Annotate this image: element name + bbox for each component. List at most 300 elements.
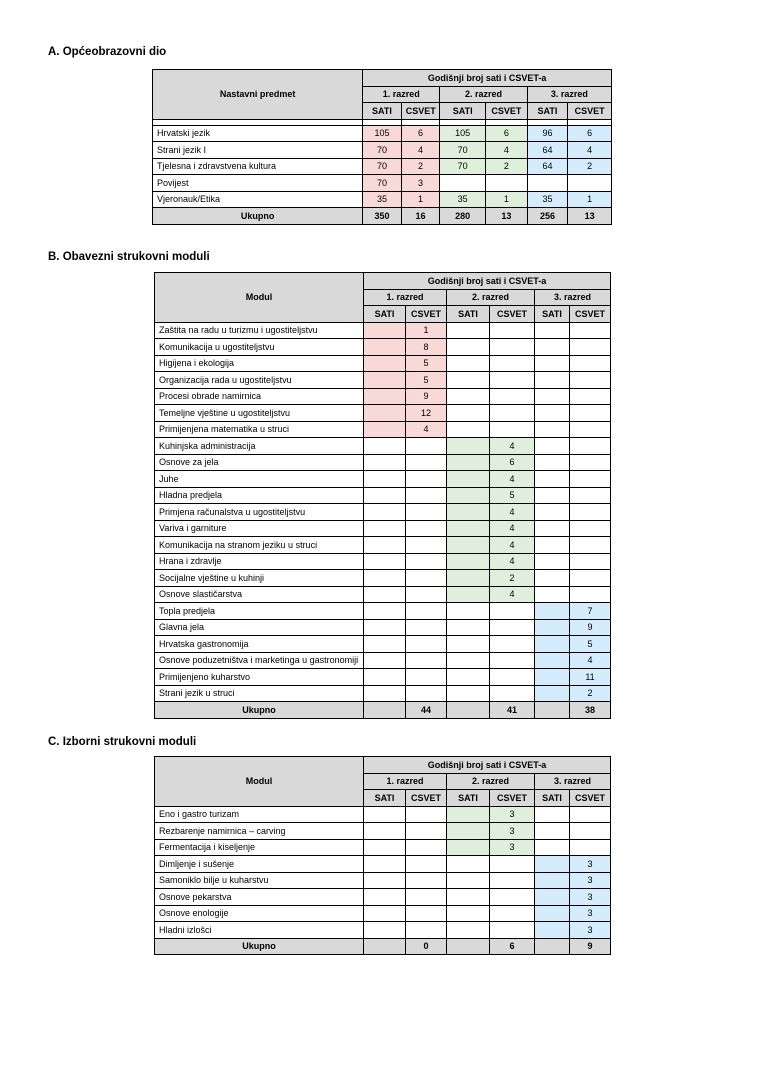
csvet-cell <box>570 322 611 339</box>
module-name: Primijenjeno kuharstvo <box>155 669 364 686</box>
table-row <box>155 685 611 702</box>
csvet-cell <box>406 652 447 669</box>
module-name: Zaštita na radu u turizmu i ugostiteljstvu <box>155 322 364 339</box>
total-cell <box>364 938 406 955</box>
csvet-cell <box>406 636 447 653</box>
csvet-cell <box>490 355 535 372</box>
total-cell <box>364 702 406 719</box>
csvet-cell <box>570 806 611 823</box>
csvet-cell <box>490 856 535 873</box>
module-name: Hrana i zdravlje <box>155 553 364 570</box>
csvet-cell <box>406 856 447 873</box>
module-name: Strani jezik u struci <box>155 685 364 702</box>
header-row <box>155 273 611 290</box>
value-cell: 4 <box>401 142 440 159</box>
csvet-cell: 3 <box>490 839 535 856</box>
value-cell: 64 <box>527 158 568 175</box>
table-row <box>155 471 611 488</box>
total-cell <box>447 938 490 955</box>
module-name: Osnove enologije <box>155 905 364 922</box>
csvet-cell <box>490 652 535 669</box>
year-header: 2. razred <box>440 86 527 103</box>
sati-cell <box>447 872 490 889</box>
csvet-cell <box>406 454 447 471</box>
csvet-cell: 9 <box>570 619 611 636</box>
value-cell: 70 <box>363 142 402 159</box>
sati-cell <box>364 471 406 488</box>
module-name: Hladni izlošci <box>155 922 364 939</box>
sati-cell <box>535 652 570 669</box>
sati-cell <box>447 570 490 587</box>
sati-cell <box>364 603 406 620</box>
year-header: 2. razred <box>447 773 535 790</box>
sati-cell <box>364 685 406 702</box>
csvet-cell <box>570 487 611 504</box>
value-cell: 70 <box>363 158 402 175</box>
year-header: 1. razred <box>364 773 447 790</box>
sati-cell <box>535 421 570 438</box>
csvet-cell <box>406 823 447 840</box>
csvet-cell <box>406 619 447 636</box>
value-cell: 2 <box>486 158 528 175</box>
csvet-cell <box>570 553 611 570</box>
csvet-cell <box>490 388 535 405</box>
header-row <box>153 70 612 87</box>
sati-cell <box>364 487 406 504</box>
csvet-cell <box>406 889 447 906</box>
sati-cell <box>364 856 406 873</box>
sati-cell <box>535 905 570 922</box>
csvet-cell <box>406 520 447 537</box>
csvet-cell <box>406 603 447 620</box>
csvet-cell <box>570 504 611 521</box>
table-row <box>155 537 611 554</box>
group-header: Godišnji broj sati i CSVET-a <box>364 757 611 774</box>
csvet-cell <box>406 471 447 488</box>
subject-name: Strani jezik I <box>153 142 363 159</box>
csvet-cell: 11 <box>570 669 611 686</box>
csvet-cell: 3 <box>570 856 611 873</box>
value-cell: 2 <box>401 158 440 175</box>
csvet-cell: 9 <box>406 388 447 405</box>
table-row <box>155 603 611 620</box>
sati-cell <box>364 872 406 889</box>
sati-cell <box>535 889 570 906</box>
sati-cell <box>535 339 570 356</box>
table-row <box>153 125 612 142</box>
csvet-cell <box>490 421 535 438</box>
csvet-cell: 4 <box>490 520 535 537</box>
value-cell: 1 <box>568 191 612 208</box>
table-row <box>155 905 611 922</box>
sati-cell <box>535 438 570 455</box>
total-cell: 0 <box>406 938 447 955</box>
value-cell: 3 <box>401 175 440 192</box>
sati-cell <box>364 905 406 922</box>
csvet-cell: 5 <box>490 487 535 504</box>
total-cell: 350 <box>363 208 402 225</box>
sati-cell <box>535 669 570 686</box>
sati-cell <box>447 652 490 669</box>
sati-cell <box>364 553 406 570</box>
module-name: Organizacija rada u ugostiteljstvu <box>155 372 364 389</box>
value-cell: 96 <box>527 125 568 142</box>
total-cell: 41 <box>490 702 535 719</box>
value-cell: 105 <box>440 125 486 142</box>
table-row <box>155 856 611 873</box>
sati-cell <box>364 520 406 537</box>
value-cell: 6 <box>568 125 612 142</box>
subheader-cell: CSVET <box>490 306 535 323</box>
module-name: Osnove slastičarstva <box>155 586 364 603</box>
table-row <box>155 339 611 356</box>
total-cell <box>535 702 570 719</box>
table-row <box>155 823 611 840</box>
sati-cell <box>364 806 406 823</box>
year-header: 3. razred <box>527 86 611 103</box>
sati-cell <box>447 839 490 856</box>
sati-cell <box>364 405 406 422</box>
module-name: Higijena i ekologija <box>155 355 364 372</box>
csvet-cell: 4 <box>490 553 535 570</box>
total-row <box>155 938 611 955</box>
header-row <box>155 757 611 774</box>
sati-cell <box>535 872 570 889</box>
total-label: Ukupno <box>155 702 364 719</box>
csvet-cell <box>570 839 611 856</box>
sati-cell <box>447 669 490 686</box>
module-name: Kuhinjska administracija <box>155 438 364 455</box>
csvet-cell <box>570 372 611 389</box>
table-row <box>155 504 611 521</box>
sati-cell <box>364 889 406 906</box>
module-name: Samoniklo bilje u kuharstvu <box>155 872 364 889</box>
total-cell: 13 <box>568 208 612 225</box>
table-row <box>155 372 611 389</box>
total-cell: 13 <box>486 208 528 225</box>
sati-cell <box>447 372 490 389</box>
csvet-cell <box>406 806 447 823</box>
general-education-table <box>152 69 612 225</box>
csvet-cell <box>570 570 611 587</box>
year-header: 3. razred <box>535 289 611 306</box>
table-row <box>153 175 612 192</box>
csvet-cell <box>570 388 611 405</box>
sati-cell <box>364 372 406 389</box>
subheader-cell: CSVET <box>490 790 535 807</box>
sati-cell <box>447 322 490 339</box>
sati-cell <box>364 322 406 339</box>
csvet-cell <box>570 438 611 455</box>
sati-cell <box>535 454 570 471</box>
sati-cell <box>364 823 406 840</box>
module-name: Fermentacija i kiseljenje <box>155 839 364 856</box>
subheader-cell: SATI <box>364 306 406 323</box>
csvet-cell <box>570 823 611 840</box>
sati-cell <box>535 922 570 939</box>
sati-cell <box>447 603 490 620</box>
total-cell <box>535 938 570 955</box>
value-cell: 64 <box>527 142 568 159</box>
module-name: Procesi obrade namirnica <box>155 388 364 405</box>
module-name: Osnove za jela <box>155 454 364 471</box>
value-cell: 4 <box>486 142 528 159</box>
sati-cell <box>535 405 570 422</box>
sati-cell <box>364 339 406 356</box>
value-cell: 1 <box>486 191 528 208</box>
csvet-cell: 3 <box>490 823 535 840</box>
subheader-cell: CSVET <box>570 790 611 807</box>
module-name: Rezbarenje namirnica – carving <box>155 823 364 840</box>
total-cell: 38 <box>570 702 611 719</box>
csvet-cell: 2 <box>570 685 611 702</box>
module-name: Juhe <box>155 471 364 488</box>
csvet-cell: 4 <box>490 586 535 603</box>
value-cell: 35 <box>440 191 486 208</box>
section-b-title: B. Obavezni strukovni moduli <box>48 251 210 263</box>
csvet-cell <box>570 405 611 422</box>
sati-cell <box>364 421 406 438</box>
sati-cell <box>447 922 490 939</box>
csvet-cell: 4 <box>490 471 535 488</box>
csvet-cell <box>570 355 611 372</box>
csvet-cell: 4 <box>490 438 535 455</box>
csvet-cell: 4 <box>490 504 535 521</box>
csvet-cell <box>490 619 535 636</box>
sati-cell <box>364 586 406 603</box>
value-cell <box>440 175 486 192</box>
sati-cell <box>364 619 406 636</box>
total-cell: 280 <box>440 208 486 225</box>
first-column-header: Nastavni predmet <box>153 70 363 120</box>
csvet-cell: 6 <box>490 454 535 471</box>
group-header: Godišnji broj sati i CSVET-a <box>363 70 612 87</box>
table-row <box>155 553 611 570</box>
csvet-cell <box>406 553 447 570</box>
csvet-cell: 3 <box>490 806 535 823</box>
csvet-cell <box>490 322 535 339</box>
sati-cell <box>364 636 406 653</box>
sati-cell <box>535 839 570 856</box>
sati-cell <box>535 619 570 636</box>
sati-cell <box>535 372 570 389</box>
sati-cell <box>447 388 490 405</box>
sati-cell <box>535 355 570 372</box>
module-name: Osnove poduzetništva i marketinga u gastronomiji <box>155 652 364 669</box>
section-c-title: C. Izborni strukovni moduli <box>48 736 197 748</box>
sati-cell <box>447 438 490 455</box>
value-cell: 105 <box>363 125 402 142</box>
total-cell: 16 <box>401 208 440 225</box>
sati-cell <box>447 339 490 356</box>
total-cell: 256 <box>527 208 568 225</box>
sati-cell <box>447 619 490 636</box>
subheader-cell: SATI <box>440 103 486 120</box>
sati-cell <box>447 487 490 504</box>
csvet-cell: 5 <box>406 372 447 389</box>
sati-cell <box>364 438 406 455</box>
module-name: Glavna jela <box>155 619 364 636</box>
sati-cell <box>364 669 406 686</box>
total-row <box>153 208 612 225</box>
table-row <box>155 586 611 603</box>
table-row <box>155 636 611 653</box>
table-row <box>155 405 611 422</box>
table-row <box>153 158 612 175</box>
total-label: Ukupno <box>153 208 363 225</box>
subheader-cell: SATI <box>527 103 568 120</box>
csvet-cell <box>570 586 611 603</box>
subheader-cell: CSVET <box>401 103 440 120</box>
subject-name: Tjelesna i zdravstvena kultura <box>153 158 363 175</box>
csvet-cell <box>490 603 535 620</box>
table-row <box>155 619 611 636</box>
module-name: Socijalne vještine u kuhinji <box>155 570 364 587</box>
sati-cell <box>364 355 406 372</box>
csvet-cell <box>570 520 611 537</box>
csvet-cell: 3 <box>570 872 611 889</box>
year-header: 1. razred <box>364 289 447 306</box>
sati-cell <box>535 636 570 653</box>
table-row <box>155 421 611 438</box>
module-name: Hladna predjela <box>155 487 364 504</box>
value-cell: 70 <box>440 158 486 175</box>
elective-modules-table <box>154 756 611 955</box>
csvet-cell <box>490 889 535 906</box>
csvet-cell <box>490 922 535 939</box>
table-row <box>155 806 611 823</box>
csvet-cell <box>406 438 447 455</box>
module-name: Variva i garniture <box>155 520 364 537</box>
table-row <box>155 669 611 686</box>
value-cell: 70 <box>440 142 486 159</box>
sati-cell <box>364 504 406 521</box>
sati-cell <box>535 685 570 702</box>
value-cell: 35 <box>527 191 568 208</box>
module-name: Dimljenje i sušenje <box>155 856 364 873</box>
first-column-header: Modul <box>155 273 364 323</box>
module-name: Osnove pekarstva <box>155 889 364 906</box>
csvet-cell <box>406 504 447 521</box>
subheader-cell: SATI <box>447 790 490 807</box>
table-row <box>153 191 612 208</box>
csvet-cell: 7 <box>570 603 611 620</box>
table-row <box>155 322 611 339</box>
csvet-cell <box>490 372 535 389</box>
table-row <box>155 872 611 889</box>
csvet-cell <box>406 839 447 856</box>
sati-cell <box>447 889 490 906</box>
value-cell: 35 <box>363 191 402 208</box>
sati-cell <box>447 504 490 521</box>
sati-cell <box>364 454 406 471</box>
csvet-cell <box>490 636 535 653</box>
value-cell <box>527 175 568 192</box>
sati-cell <box>447 537 490 554</box>
module-name: Primijenjena matematika u struci <box>155 421 364 438</box>
subject-name: Hrvatski jezik <box>153 125 363 142</box>
sati-cell <box>364 570 406 587</box>
year-header: 2. razred <box>447 289 535 306</box>
table-row <box>155 839 611 856</box>
table-row <box>155 454 611 471</box>
module-name: Komunikacija u ugostiteljstvu <box>155 339 364 356</box>
table-row <box>155 652 611 669</box>
sati-cell <box>447 823 490 840</box>
sati-cell <box>535 603 570 620</box>
csvet-cell <box>490 669 535 686</box>
csvet-cell: 3 <box>570 922 611 939</box>
sati-cell <box>535 322 570 339</box>
sati-cell <box>447 520 490 537</box>
total-label: Ukupno <box>155 938 364 955</box>
table-row <box>155 889 611 906</box>
sati-cell <box>447 856 490 873</box>
sati-cell <box>364 388 406 405</box>
sati-cell <box>447 636 490 653</box>
sati-cell <box>447 471 490 488</box>
subject-name: Povijest <box>153 175 363 192</box>
sati-cell <box>447 553 490 570</box>
csvet-cell <box>490 905 535 922</box>
subject-name: Vjeronauk/Etika <box>153 191 363 208</box>
subheader-cell: CSVET <box>406 306 447 323</box>
csvet-cell <box>570 537 611 554</box>
csvet-cell: 1 <box>406 322 447 339</box>
csvet-cell <box>406 487 447 504</box>
year-header: 3. razred <box>535 773 611 790</box>
csvet-cell <box>406 669 447 686</box>
sati-cell <box>535 471 570 488</box>
csvet-cell <box>406 570 447 587</box>
sati-cell <box>364 922 406 939</box>
value-cell: 6 <box>401 125 440 142</box>
value-cell: 1 <box>401 191 440 208</box>
sati-cell <box>447 454 490 471</box>
subheader-cell: SATI <box>447 306 490 323</box>
csvet-cell <box>570 454 611 471</box>
sati-cell <box>364 652 406 669</box>
csvet-cell <box>406 905 447 922</box>
group-header: Godišnji broj sati i CSVET-a <box>364 273 611 290</box>
csvet-cell <box>570 339 611 356</box>
csvet-cell: 2 <box>490 570 535 587</box>
sati-cell <box>535 856 570 873</box>
subheader-cell: CSVET <box>486 103 528 120</box>
subheader-cell: SATI <box>535 306 570 323</box>
csvet-cell: 4 <box>406 421 447 438</box>
csvet-cell: 4 <box>490 537 535 554</box>
sati-cell <box>535 586 570 603</box>
csvet-cell: 4 <box>570 652 611 669</box>
csvet-cell <box>490 339 535 356</box>
sati-cell <box>535 823 570 840</box>
mandatory-modules-table <box>154 272 611 719</box>
module-name: Topla predjela <box>155 603 364 620</box>
sati-cell <box>364 839 406 856</box>
table-row <box>155 520 611 537</box>
sati-cell <box>447 421 490 438</box>
csvet-cell: 3 <box>570 905 611 922</box>
subheader-cell: SATI <box>535 790 570 807</box>
sati-cell <box>364 537 406 554</box>
table-row <box>155 487 611 504</box>
section-a-title: A. Općeobrazovni dio <box>48 46 167 58</box>
module-name: Hrvatska gastronomija <box>155 636 364 653</box>
table-row <box>155 570 611 587</box>
subheader-cell: CSVET <box>568 103 612 120</box>
sati-cell <box>447 685 490 702</box>
